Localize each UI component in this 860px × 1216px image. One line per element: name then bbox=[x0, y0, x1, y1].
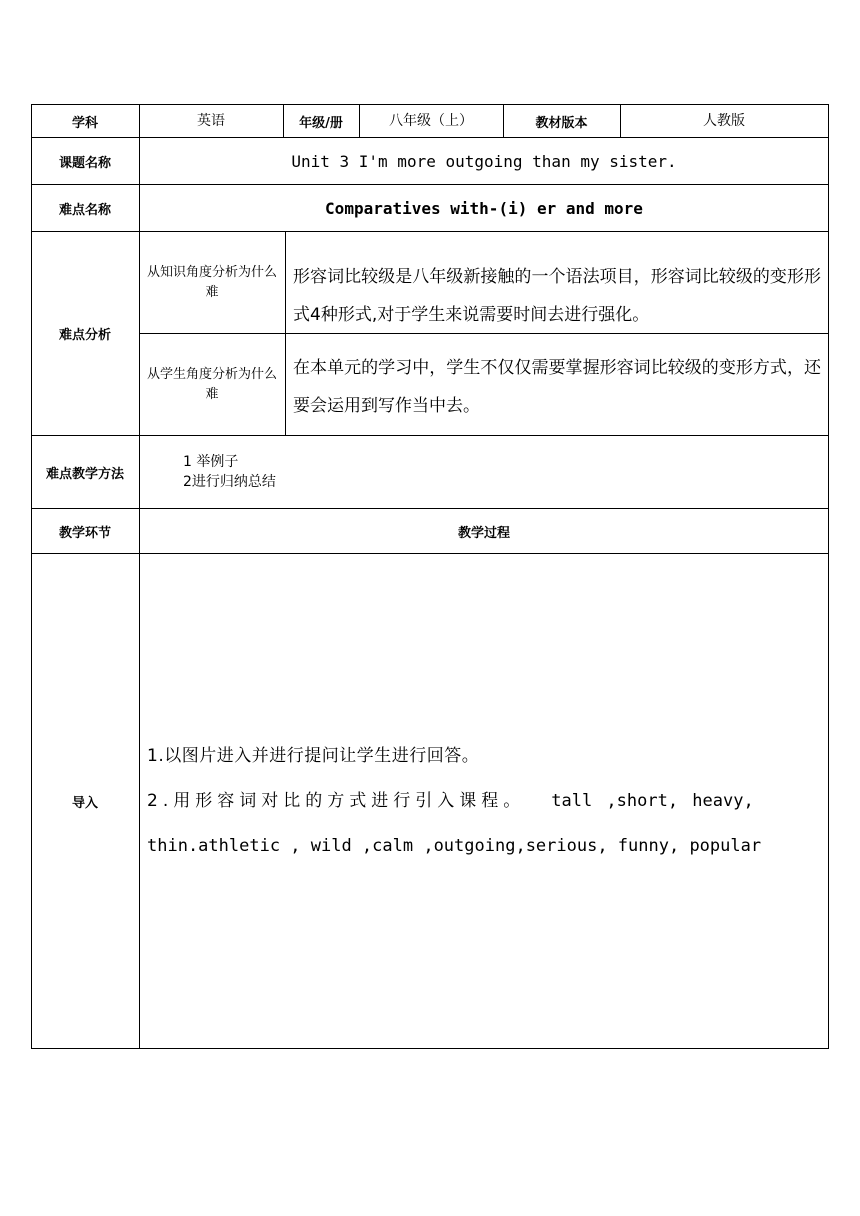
intro-line-1: 1.以图片进入并进行提问让学生进行回答。 bbox=[147, 746, 480, 766]
subject-label: 学科 bbox=[71, 115, 98, 131]
process-header: 教学过程 bbox=[457, 525, 510, 541]
table-border-bottom bbox=[31, 1048, 829, 1049]
column-divider bbox=[285, 231, 286, 435]
edition-value: 人教版 bbox=[703, 113, 745, 129]
grade-value: 八年级（上） bbox=[389, 113, 473, 129]
method-list bbox=[183, 452, 276, 492]
student-angle-label: 从学生角度分析为什么难 bbox=[147, 366, 278, 402]
difficulty-label: 难点名称 bbox=[58, 202, 111, 218]
column-divider bbox=[139, 104, 140, 1049]
topic-label: 课题名称 bbox=[58, 155, 111, 171]
intro-line-2-en: tall ,short, heavy, bbox=[551, 791, 754, 811]
knowledge-angle-label: 从知识角度分析为什么难 bbox=[147, 264, 278, 300]
edition-label: 教材版本 bbox=[535, 115, 588, 131]
subject-value: 英语 bbox=[197, 113, 225, 129]
intro-line-3: thin.athletic , wild ,calm ,outgoing,serious, funny, popular bbox=[147, 836, 762, 856]
intro-content bbox=[147, 734, 827, 869]
knowledge-angle-text: 形容词比较级是八年级新接触的一个语法项目，形容词比较级的变形形式4种形式,对于学生来说需要时间去进行强化。 bbox=[293, 267, 821, 325]
analysis-label: 难点分析 bbox=[58, 328, 111, 343]
topic-value: Unit 3 I'm more outgoing than my sister. bbox=[291, 151, 677, 171]
intro-line-2 bbox=[147, 779, 827, 824]
method-label: 难点教学方法 bbox=[45, 466, 124, 482]
intro-stage-label: 导入 bbox=[71, 795, 98, 811]
difficulty-value: Comparatives with-(i) er and more bbox=[325, 198, 643, 218]
grade-label: 年级/册 bbox=[299, 115, 343, 131]
list-item: 1 举例子 bbox=[183, 454, 239, 470]
list-item: 2进行归纳总结 bbox=[183, 474, 276, 490]
intro-line-2-cn: 2.用形容词对比的方式进行引入课程。 bbox=[147, 791, 526, 811]
student-angle-text: 在本单元的学习中，学生不仅仅需要掌握形容词比较级的变形方式，还要会运用到写作当中去。 bbox=[293, 358, 821, 416]
stage-header: 教学环节 bbox=[58, 525, 111, 541]
table-border-right bbox=[828, 104, 829, 1049]
lesson-plan-table bbox=[31, 104, 829, 1049]
